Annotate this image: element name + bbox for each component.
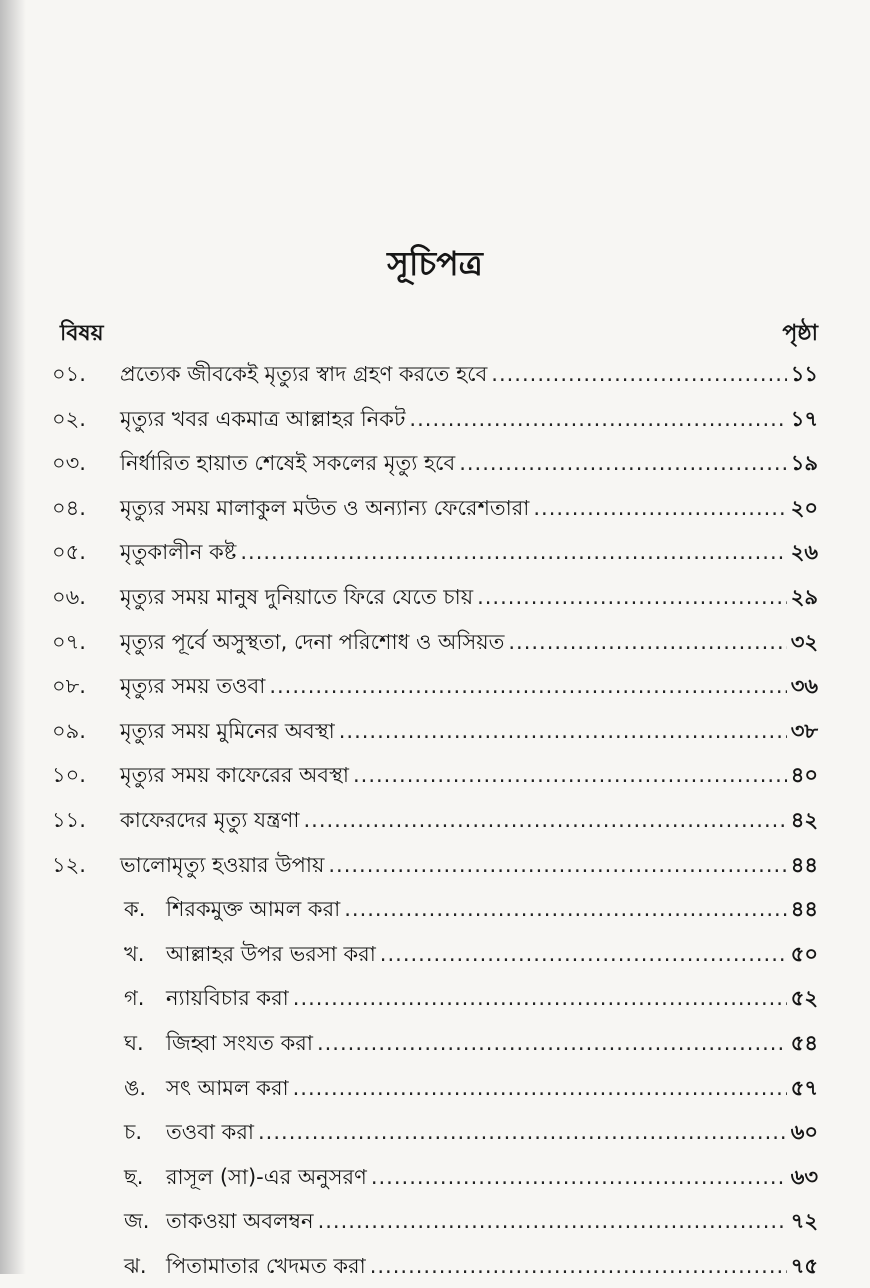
subentry-title: ন্যায়বিচার করা: [166, 986, 289, 1011]
toc-entry: [52, 486, 818, 531]
entry-number: ১০.: [52, 763, 86, 788]
dot-leader: [317, 1021, 787, 1066]
entry-title: ভালোমৃত্যু হওয়ার উপায়: [120, 852, 325, 877]
entry-title: কাফেরদের মৃত্যু যন্ত্রণা: [120, 807, 300, 832]
entry-number: ০৪.: [52, 495, 86, 520]
entry-page: ৩৮: [790, 718, 818, 743]
subentry-label: খ.: [124, 941, 145, 966]
toc-subentry: [52, 1155, 818, 1200]
entry-number: ০১.: [52, 362, 86, 386]
entry-page: ৪২: [790, 807, 818, 832]
entry-title: মৃত্যুর সময় মালাকুল মউত ও অন্যান্য ফেরেশতারা: [120, 495, 530, 520]
entry-title: মৃতুকালীন কষ্ট: [120, 540, 237, 565]
toc-entry: [52, 575, 818, 620]
subentry-label: ঙ.: [124, 1075, 147, 1100]
subentry-page: ৫৭: [790, 1075, 818, 1100]
subentry-page: ৫২: [790, 986, 818, 1011]
entry-page: ৪৪: [790, 852, 818, 877]
dot-leader: [371, 1155, 787, 1200]
subentry-page: ৭২: [790, 1209, 818, 1234]
subentry-title: পিতামাতার খেদমত করা: [166, 1253, 366, 1278]
subentry-label: জ.: [124, 1209, 150, 1234]
toc-entry: [52, 709, 818, 754]
subentry-title: রাসূল (সা)-এর অনুসরণ: [166, 1164, 367, 1189]
entry-title: প্রত্যেক জীবকেই মৃত্যুর স্বাদ গ্রহণ করতে হবে: [120, 362, 488, 386]
dot-leader: [491, 352, 786, 397]
entry-number: ১২.: [52, 852, 86, 877]
entry-page: ৪০: [790, 763, 818, 788]
subentry-title: তাকওয়া অবলম্বন: [166, 1209, 314, 1234]
toc-subentry: [52, 1066, 818, 1111]
column-header-page: পৃষ্ঠা: [782, 321, 818, 346]
entry-number: ০৩.: [52, 451, 86, 476]
subentry-label: ঝ.: [124, 1253, 147, 1278]
subentry-label: ছ.: [124, 1164, 144, 1189]
entry-page: ১১: [790, 362, 818, 386]
dot-leader: [339, 709, 787, 754]
toc-subentry: [52, 1110, 818, 1155]
subentry-page: ৪৪: [790, 897, 818, 922]
dot-leader: [269, 664, 786, 709]
toc-entry: [52, 620, 818, 665]
subentry-label: ক.: [124, 897, 146, 922]
entry-page: ৩৬: [790, 674, 818, 699]
toc-subentry: [52, 1244, 818, 1288]
toc-subentry: [52, 887, 818, 932]
toc-entry: [52, 441, 818, 486]
dot-leader: [380, 932, 787, 977]
entry-title: মৃত্যুর খবর একমাত্র আল্লাহর নিকট: [120, 406, 406, 431]
toc-entry: [52, 352, 818, 397]
subentry-page: ৫৪: [790, 1030, 818, 1055]
toc-subentry: [52, 1021, 818, 1066]
entry-title: মৃত্যুর সময় কাফেরের অবস্থা: [120, 763, 349, 788]
entry-number: ০৯.: [52, 718, 86, 743]
subentry-page: ৬০: [790, 1120, 818, 1145]
entry-number: ০৭.: [52, 629, 86, 654]
dot-leader: [533, 486, 786, 531]
dot-leader: [409, 397, 786, 442]
table-of-contents: [52, 352, 818, 1288]
subentry-title: সৎ আমল করা: [166, 1075, 289, 1100]
entry-number: ০৮.: [52, 674, 86, 699]
subentry-label: গ.: [124, 986, 145, 1011]
dot-leader: [258, 1110, 787, 1155]
subentry-page: ৬৩: [790, 1164, 818, 1189]
toc-entry: [52, 753, 818, 798]
entry-page: ২৬: [790, 540, 818, 565]
subentry-label: ঘ.: [124, 1030, 144, 1055]
entry-title: মৃত্যুর পূর্বে অসুস্থতা, দেনা পরিশোধ ও অসিয়ত: [120, 629, 505, 654]
toc-entry: [52, 397, 818, 442]
page-title: সূচিপত্র: [387, 244, 483, 283]
subentry-title: জিহ্বা সংযত করা: [166, 1030, 313, 1055]
dot-leader: [508, 620, 786, 665]
dot-leader: [318, 1199, 787, 1244]
toc-entry: [52, 798, 818, 843]
dot-leader: [303, 798, 786, 843]
page-binding-shadow: [0, 0, 26, 1274]
entry-title: মৃত্যুর সময় তওবা: [120, 674, 266, 699]
entry-title: নির্ধারিত হায়াত শেষেই সকলের মৃত্যু হবে: [120, 451, 456, 476]
subentry-page: ৫০: [790, 941, 818, 966]
entry-page: ৩২: [790, 629, 818, 654]
entry-title: মৃত্যুর সময় মানুষ দুনিয়াতে ফিরে যেতে চায়: [120, 584, 474, 609]
entry-page: ২০: [790, 495, 818, 520]
dot-leader: [459, 441, 787, 486]
toc-entry: [52, 530, 818, 575]
entry-number: ০৫.: [52, 540, 86, 565]
dot-leader: [370, 1244, 787, 1288]
entry-number: ১১.: [52, 807, 86, 832]
subentry-title: আল্লাহর উপর ভরসা করা: [166, 941, 376, 966]
dot-leader: [293, 976, 787, 1021]
dot-leader: [240, 530, 786, 575]
toc-entry: [52, 843, 818, 888]
toc-subentry: [52, 932, 818, 977]
entry-title: মৃত্যুর সময় মুমিনের অবস্থা: [120, 718, 335, 743]
dot-leader: [293, 1066, 787, 1111]
subentry-page: ৭৫: [790, 1253, 818, 1278]
toc-subentry: [52, 1199, 818, 1244]
dot-leader: [344, 887, 787, 932]
entry-number: ০২.: [52, 406, 86, 431]
toc-entry: [52, 664, 818, 709]
subentry-title: তওবা করা: [166, 1120, 254, 1145]
subentry-label: চ.: [124, 1120, 143, 1145]
column-header-topic: বিষয়: [60, 321, 104, 346]
entry-page: ১৭: [790, 406, 818, 431]
dot-leader: [328, 843, 786, 888]
entry-page: ১৯: [790, 451, 818, 476]
subentry-title: শিরকমুক্ত আমল করা: [166, 897, 341, 922]
dot-leader: [477, 575, 787, 620]
entry-number: ০৬.: [52, 584, 86, 609]
entry-page: ২৯: [790, 584, 818, 609]
dot-leader: [353, 753, 787, 798]
toc-subentry: [52, 976, 818, 1021]
